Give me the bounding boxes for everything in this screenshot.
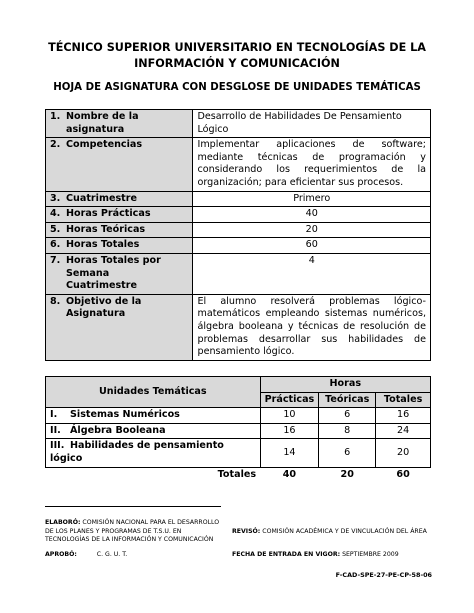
info-num: 4. [50, 208, 61, 220]
info-row-name [46, 110, 431, 138]
reviso-value: COMISIÓN ACADÉMICA Y DE VINCULACIÓN DEL ÁREA [262, 528, 427, 535]
info-value: El alumno resolverá problemas lógico-matemáticos empleando sistemas numéricos, álgebra booleana y técnicas de resolución de problemas desarrollar sus habilidades de pensamiento lógico. [193, 294, 431, 360]
info-value: 40 [193, 207, 431, 223]
info-value: Desarrollo de Habilidades De Pensamiento Lógico [193, 110, 431, 138]
info-num: 2. [50, 139, 61, 151]
info-num: 1. [50, 111, 61, 122]
info-row-horas-totales [46, 238, 431, 254]
table-row [46, 423, 431, 439]
info-value: Implementar aplicaciones de software; mediante técnicas de programación y considerando los requerimientos de la organización; para eficientar sus procesos. [193, 138, 431, 191]
total-teoricas: 20 [340, 468, 354, 480]
info-row-competencias [46, 138, 431, 191]
unit-teoricas: 6 [319, 439, 376, 467]
unit-number: I. [50, 409, 58, 421]
totals-label: Totales [217, 468, 257, 480]
info-label: Cuatrimestre [66, 192, 137, 204]
unit-totales: 24 [376, 423, 431, 439]
info-row-horas-semana [46, 253, 431, 294]
info-row-cuatrimestre [46, 191, 431, 207]
info-label: Horas Totales [66, 239, 140, 251]
unit-number: II. [50, 424, 61, 436]
info-num: 6. [50, 239, 61, 251]
fecha-label: FECHA DE ENTRADA EN VIGOR: [232, 551, 341, 558]
table-row [46, 408, 431, 424]
info-num: 5. [50, 223, 61, 235]
unit-teoricas: 6 [319, 408, 376, 424]
info-num: 8. [50, 295, 61, 307]
totals-row [46, 467, 431, 482]
document-title [40, 40, 434, 72]
reviso-block [232, 528, 432, 537]
info-label: Horas Totales por Semana Cuatrimestre [66, 254, 161, 292]
info-label: Nombre de la asignatura [66, 111, 139, 135]
info-value: 20 [193, 222, 431, 238]
elaboro-block [45, 519, 223, 545]
table-row [46, 439, 431, 467]
fecha-block [232, 551, 432, 560]
info-num: 3. [50, 192, 61, 204]
elaboro-label: ELABORÓ: [45, 519, 81, 526]
unit-name: Álgebra Booleana [70, 424, 166, 436]
info-label: Horas Teóricas [66, 223, 146, 235]
footer-divider [45, 506, 221, 507]
unit-totales: 16 [376, 408, 431, 424]
info-label: Objetivo de la Asignatura [66, 295, 142, 320]
teoricas-header: Teóricas [319, 392, 376, 408]
unit-totales: 20 [376, 439, 431, 467]
info-label: Competencias [66, 139, 143, 151]
info-value: Primero [193, 191, 431, 207]
info-row-horas-teoricas [46, 222, 431, 238]
document-subtitle: HOJA DE ASIGNATURA CON DESGLOSE DE UNIDADES TEMÁTICAS [53, 82, 421, 93]
aprobo-label: APROBÓ: [45, 551, 77, 558]
units-header: Unidades Temáticas [46, 377, 261, 408]
unit-practicas: 10 [260, 408, 319, 424]
unit-number: III. [50, 440, 65, 452]
unit-teoricas: 8 [319, 423, 376, 439]
title-line-1: TÉCNICO SUPERIOR UNIVERSITARIO EN TECNOLOGÍAS DE LA [48, 41, 426, 54]
thematic-units-table [45, 376, 431, 482]
aprobo-block [45, 551, 225, 560]
document-code: F-CAD-SPE-27-PE-CP-58-06 [335, 571, 432, 579]
totales-header: Totales [376, 392, 431, 408]
unit-name: Sistemas Numéricos [70, 409, 180, 421]
info-value: 60 [193, 238, 431, 254]
subject-info-table [45, 109, 431, 361]
total-practicas: 40 [282, 468, 297, 480]
unit-practicas: 16 [260, 423, 319, 439]
fecha-value: SEPTIEMBRE 2009 [342, 551, 399, 558]
info-label: Horas Prácticas [66, 208, 151, 220]
info-row-objetivo [46, 294, 431, 360]
info-row-horas-practicas [46, 207, 431, 223]
hours-header: Horas [260, 377, 430, 393]
reviso-label: REVISÓ: [232, 528, 261, 535]
info-num: 7. [50, 254, 61, 266]
unit-practicas: 14 [260, 439, 319, 467]
unit-name: Habilidades de pensamiento lógico [50, 440, 224, 464]
info-value: 4 [193, 253, 431, 294]
practicas-header: Prácticas [260, 392, 319, 408]
aprobo-value: C. G. U. T. [96, 551, 128, 558]
elaboro-value: COMISIÓN NACIONAL PARA EL DESARROLLO DE LOS PLANES Y PROGRAMAS DE T.S.U. EN TECNOLOGÍAS DE LA INFORMACIÓN Y COMUNICACIÓN [45, 519, 220, 544]
title-line-2: INFORMACIÓN Y COMUNICACIÓN [134, 57, 340, 70]
total-totales: 60 [396, 468, 410, 480]
